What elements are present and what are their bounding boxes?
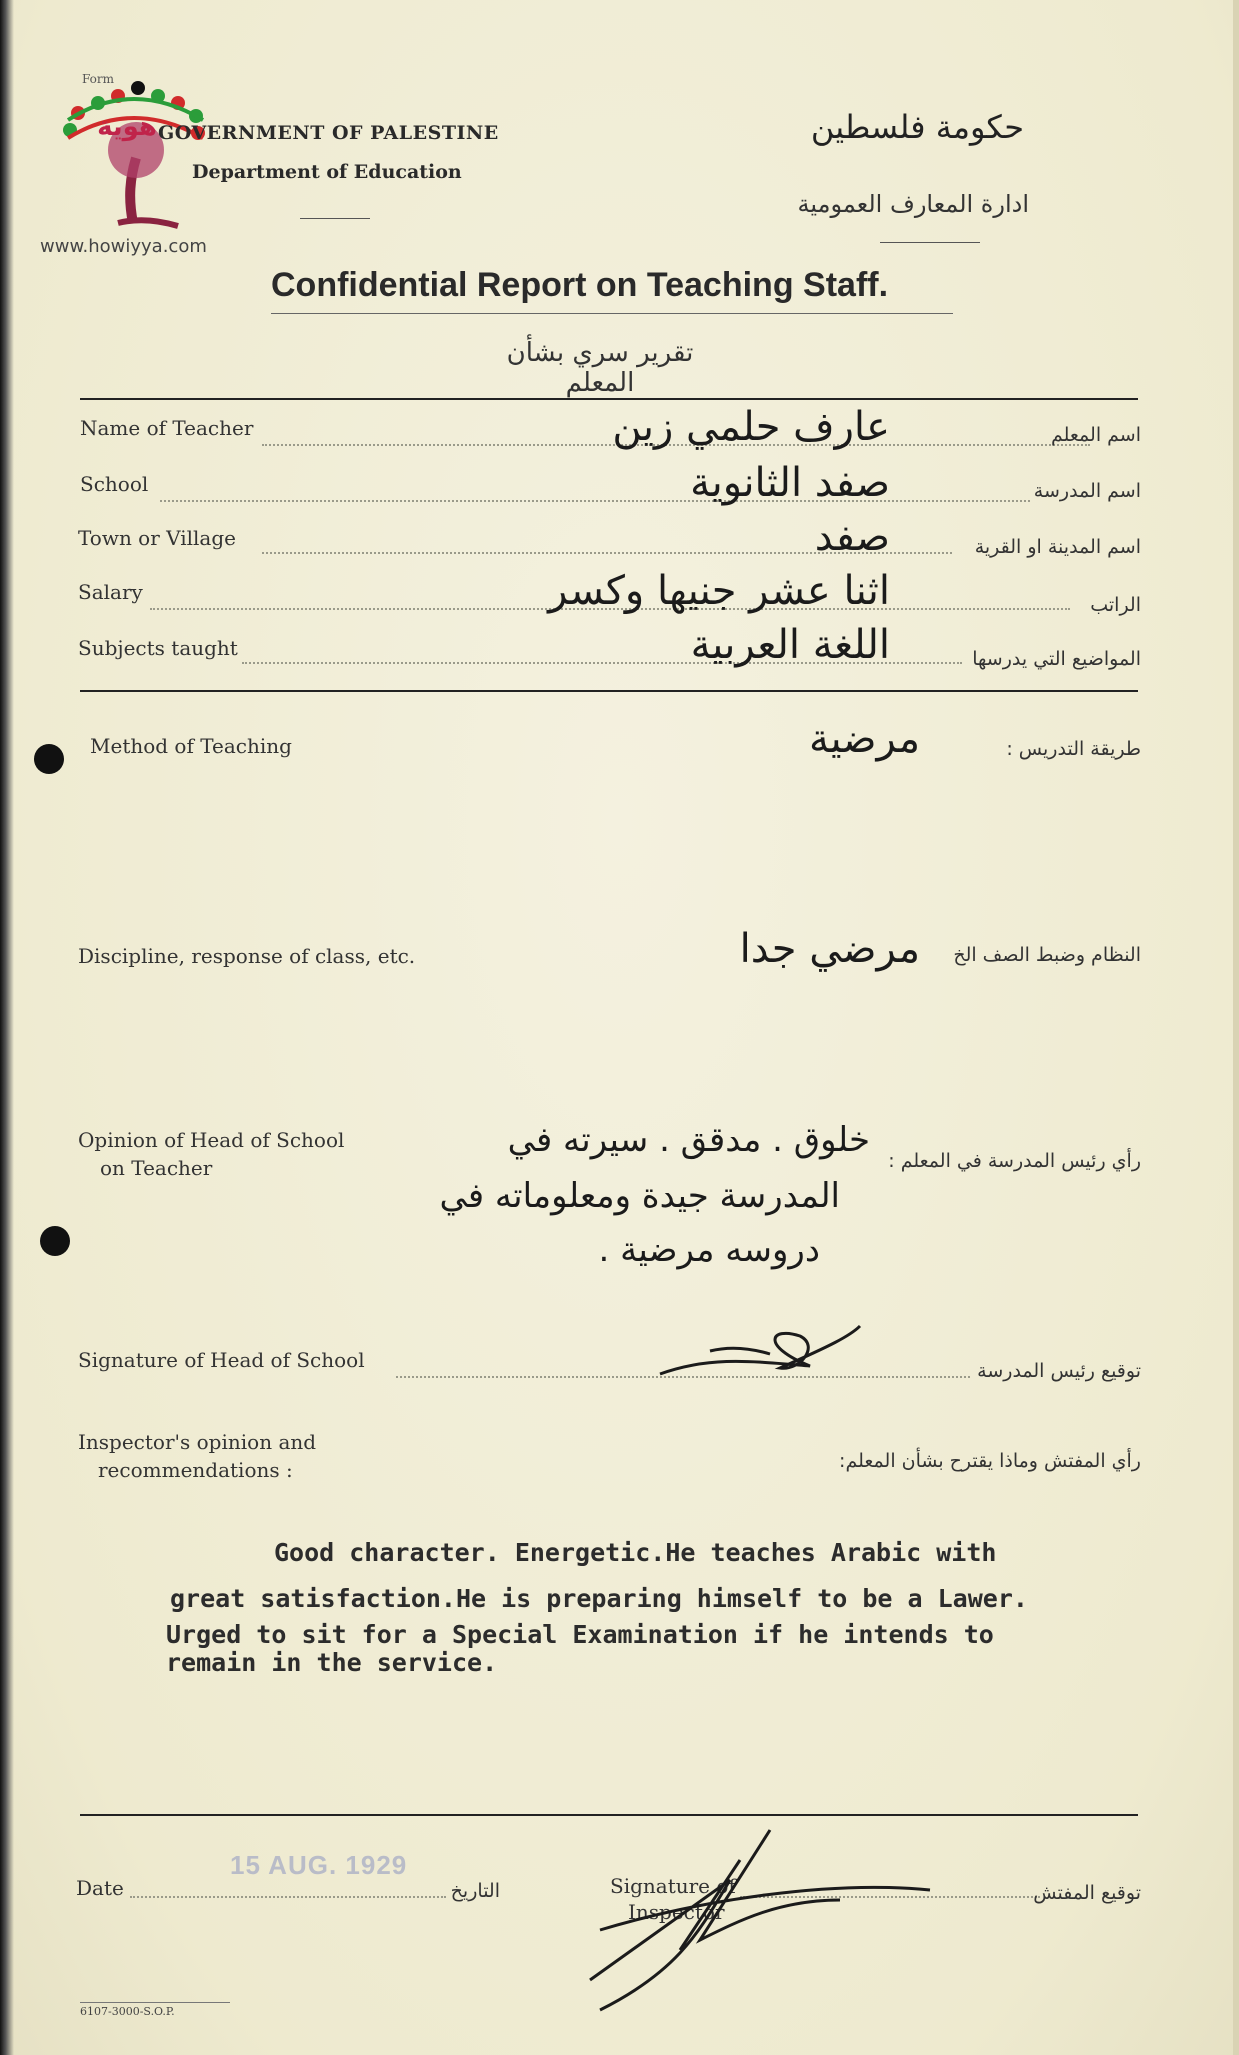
inspector-signature-label-2: Inspector xyxy=(628,1900,725,1924)
subjects-label-ar: المواضيع التي يدرسها xyxy=(972,648,1141,670)
government-title-ar: حكومة فلسطين xyxy=(810,108,1024,146)
department-title-en: Department of Education xyxy=(192,161,462,183)
teacher-name-value: عارف حلمي زين xyxy=(612,404,890,450)
method-value: مرضية xyxy=(809,716,920,762)
date-label: Date xyxy=(76,1876,124,1900)
salary-label: Salary xyxy=(78,580,143,604)
town-value: صفد xyxy=(814,514,890,560)
inspector-label: Inspector's opinion and xyxy=(78,1430,317,1454)
header-divider xyxy=(300,218,370,219)
watermark-url: www.howiyya.com xyxy=(40,236,207,257)
discipline-value: مرضي جدا xyxy=(739,926,920,972)
binder-hole xyxy=(34,744,64,774)
name-label: Name of Teacher xyxy=(80,416,254,440)
section-rule-bottom xyxy=(80,1814,1138,1816)
town-label: Town or Village xyxy=(78,526,236,550)
head-opinion-line: المدرسة جيدة ومعلوماته في xyxy=(439,1176,840,1216)
head-opinion-label-ar: رأي رئيس المدرسة في المعلم : xyxy=(888,1150,1141,1172)
school-value: صفد الثانوية xyxy=(690,460,890,506)
tree-logo-icon xyxy=(63,81,205,226)
howiyya-logo xyxy=(58,58,208,238)
inspector-typed-line: great satisfaction.He is preparing himself to be a Lawer. xyxy=(170,1584,1028,1613)
head-opinion-line: دروسه مرضية . xyxy=(598,1230,820,1270)
logo-text: هوية xyxy=(97,112,157,142)
page-title: Confidential Report on Teaching Staff. xyxy=(271,266,889,304)
scan-edge-right xyxy=(1233,0,1239,2055)
binder-hole xyxy=(40,1226,70,1256)
head-opinion-label-2: on Teacher xyxy=(100,1156,213,1180)
section-rule-top xyxy=(80,398,1138,400)
salary-label-ar: الراتب xyxy=(1090,594,1141,616)
scan-edge xyxy=(0,0,14,2055)
title-underline xyxy=(271,313,953,314)
head-signature-label-ar: توقيع رئيس المدرسة xyxy=(977,1360,1141,1382)
school-label: School xyxy=(80,472,149,496)
inspector-signature-label-ar: توقيع المفتش xyxy=(1033,1882,1141,1904)
head-signature-mark xyxy=(650,1316,870,1386)
inspector-signature-mark xyxy=(580,1820,940,2020)
print-reference-rule xyxy=(80,2002,230,2003)
inspector-typed-line: Good character. Energetic.He teaches Arabic with xyxy=(274,1538,997,1567)
salary-value: اثنا عشر جنيها وكسر xyxy=(548,568,890,614)
form-number: Form xyxy=(82,72,115,86)
page-title-ar: تقرير سري بشأن المعلم xyxy=(506,338,694,398)
subjects-value: اللغة العربية xyxy=(690,622,890,668)
department-title-ar: ادارة المعارف العمومية xyxy=(797,190,1029,218)
head-opinion-label: Opinion of Head of School xyxy=(78,1128,345,1152)
government-title-en: GOVERNMENT OF PALESTINE xyxy=(158,122,499,144)
header-divider-ar xyxy=(880,242,980,243)
method-label-ar: طريقة التدريس : xyxy=(1006,738,1141,760)
inspector-label-2: recommendations : xyxy=(98,1458,293,1482)
inspector-typed-line: Urged to sit for a Special Examination if he intends to xyxy=(166,1620,994,1649)
inspector-label-ar: رأي المفتش وماذا يقترح بشأن المعلم: xyxy=(839,1450,1141,1472)
date-dots xyxy=(130,1896,446,1898)
method-label: Method of Teaching xyxy=(90,734,292,758)
discipline-label-ar: النظام وضبط الصف الخ xyxy=(953,944,1141,966)
town-label-ar: اسم المدينة او القرية xyxy=(974,536,1141,558)
date-stamp: 15 AUG. 1929 xyxy=(230,1850,408,1880)
head-signature-label: Signature of Head of School xyxy=(78,1348,365,1372)
inspector-typed-line: remain in the service. xyxy=(166,1648,498,1677)
head-opinion-line: خلوق . مدقق . سيرته في xyxy=(507,1120,870,1160)
inspector-signature-label: Signature of xyxy=(610,1874,736,1898)
date-label-ar: التاريخ xyxy=(450,1880,500,1902)
discipline-label: Discipline, response of class, etc. xyxy=(78,944,416,968)
subjects-label: Subjects taught xyxy=(78,636,238,660)
print-reference: 6107-3000-S.O.P. xyxy=(80,2005,175,2018)
school-label-ar: اسم المدرسة xyxy=(1033,480,1141,502)
name-label-ar: اسم المعلم xyxy=(1050,424,1141,446)
section-rule-fields xyxy=(80,690,1138,692)
